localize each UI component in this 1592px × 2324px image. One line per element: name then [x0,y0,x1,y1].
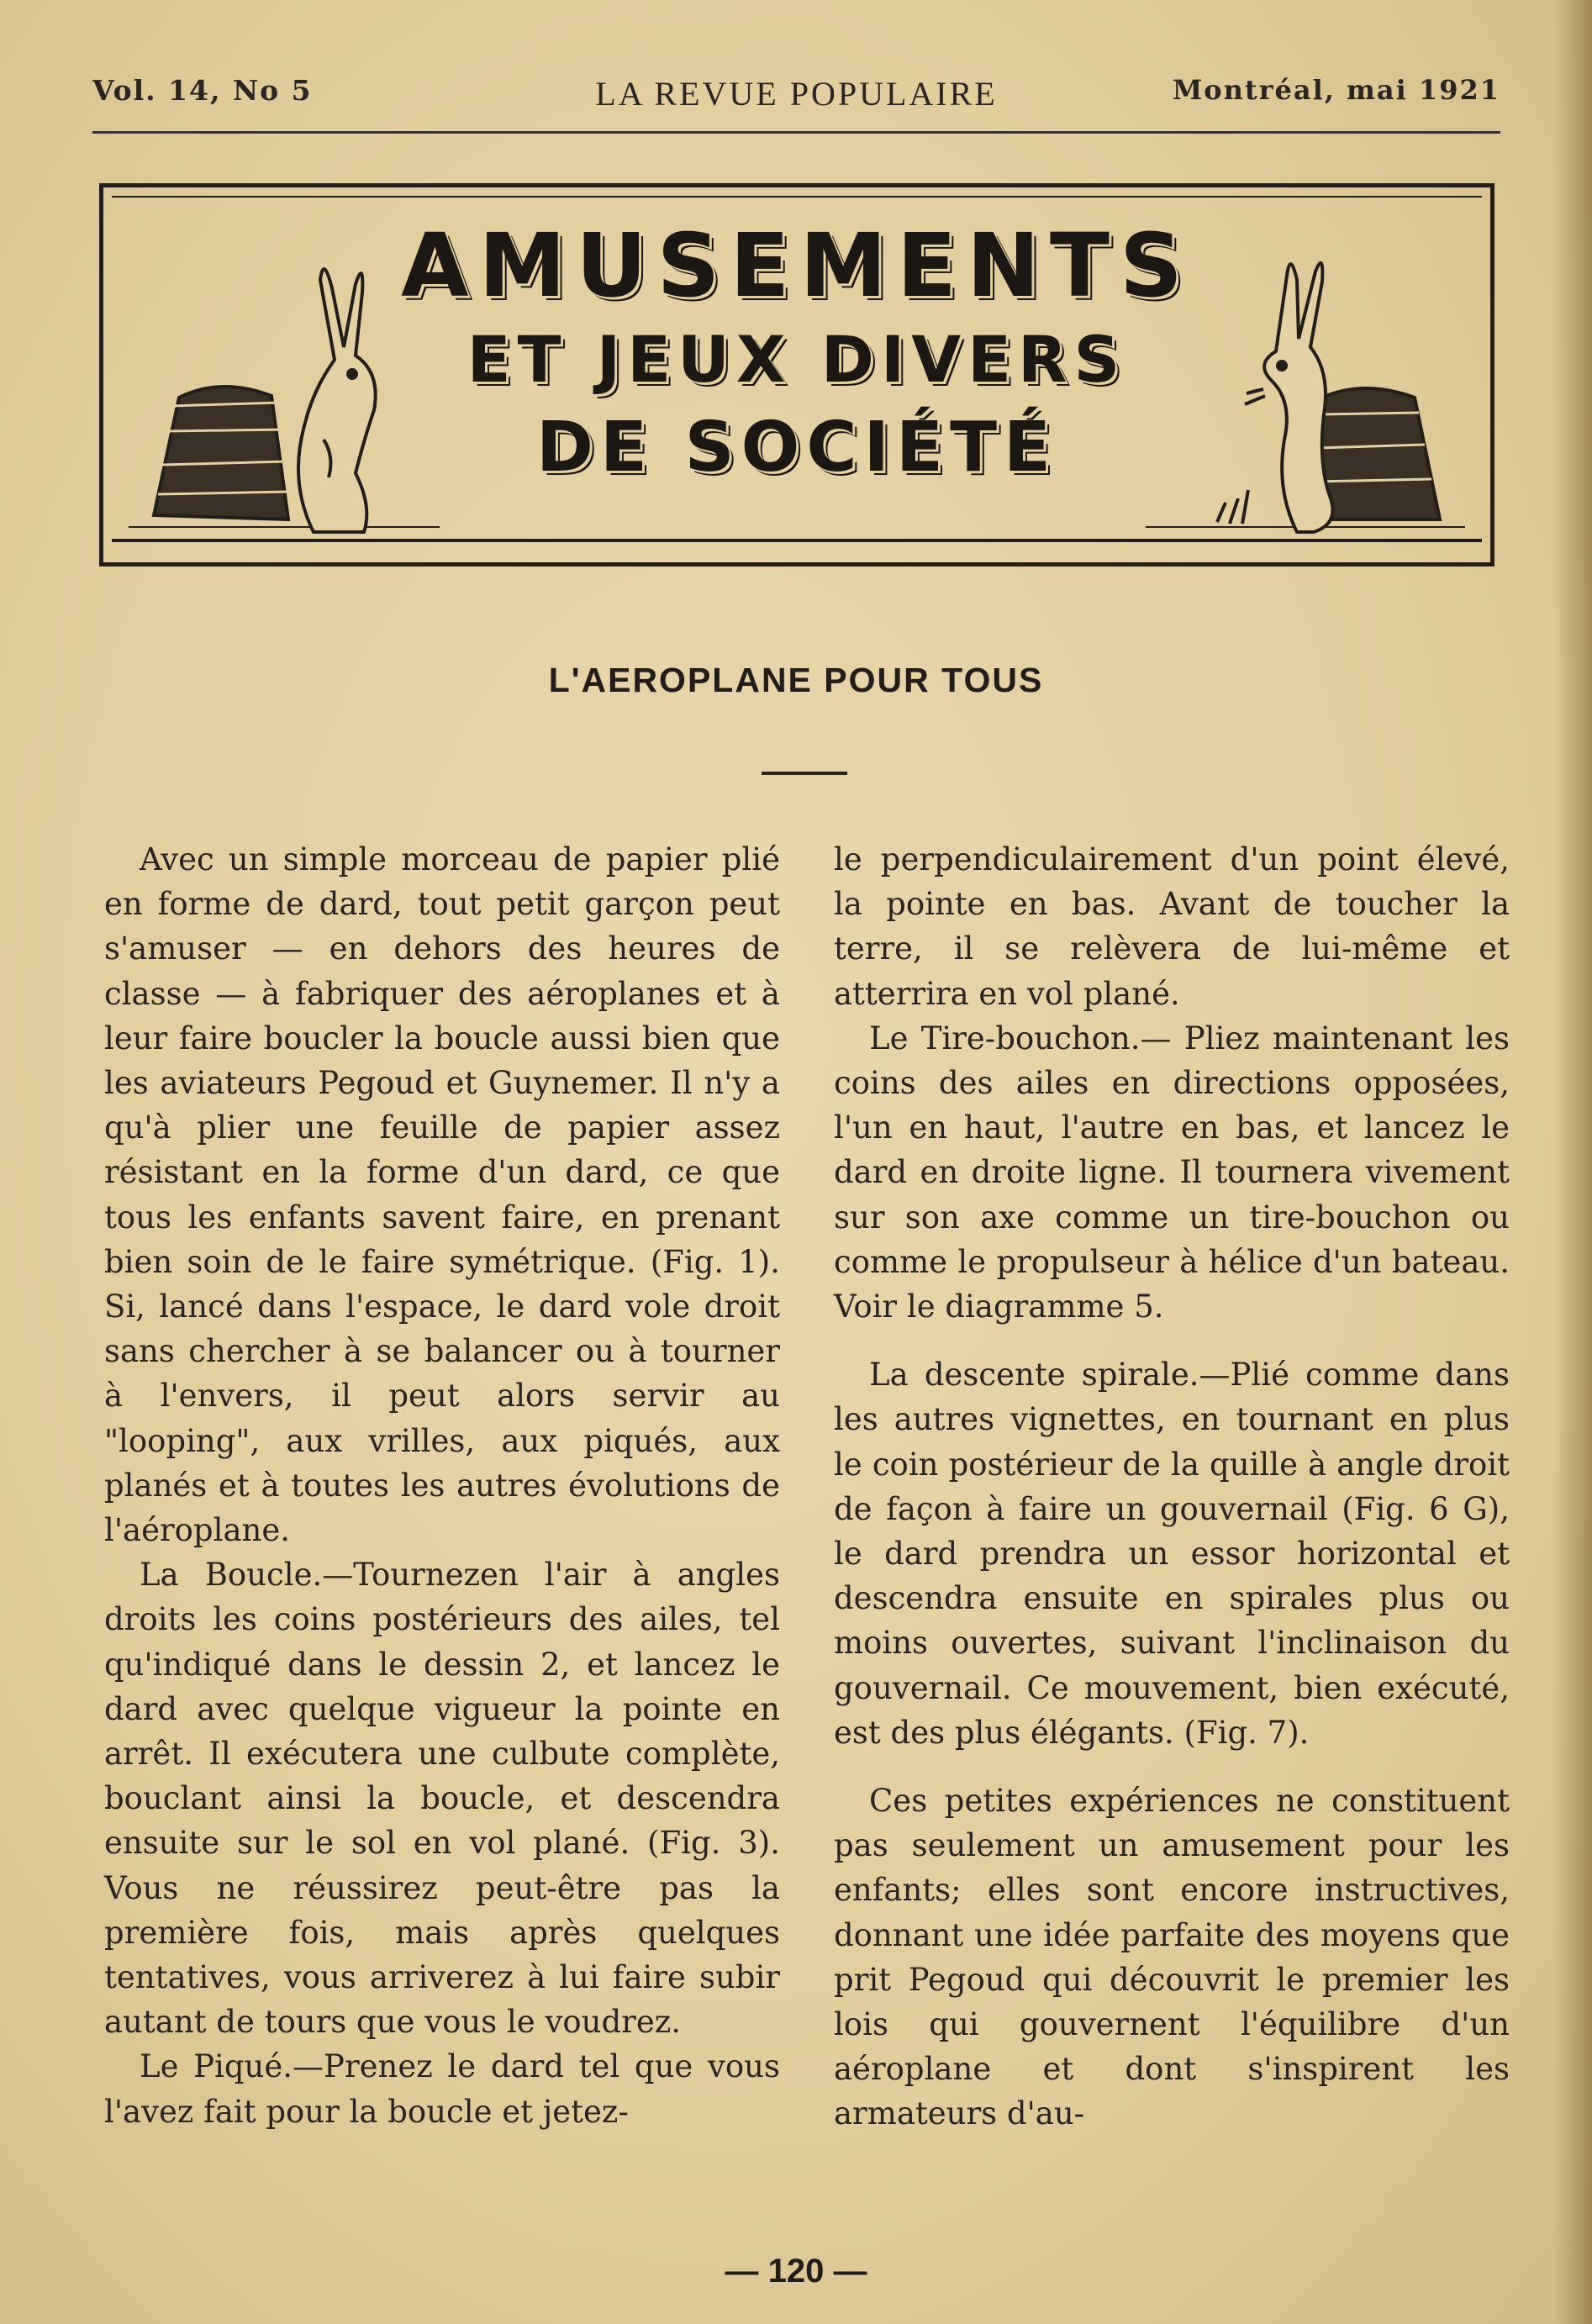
place-date: Montréal, mai 1921 [1172,74,1500,106]
banner-title-line-1: AMUSEMENTS [401,214,1193,317]
right-column [834,837,1510,2137]
paragraph: La Boucle.—Tournezen l'air à angles droits les coins postérieurs des ailes, tel qu'indiqué dans le dessin 2, et lancez le dard avec quelque vigueur la pointe en arrêt. Il exécutera une culbute complète, bouclant ainsi la boucle, et descendra ensuite sur le sol en vol plané. (Fig. 3). Vous ne réussirez peut-être pas la première fois, mais après quelques tentatives, vous arriverez à lui faire subir autant de tours que vous le voudrez. [104,1557,780,2041]
paragraph: le perpendiculairement d'un point élevé, la pointe en bas. Avant de toucher la terre, il se relèvera de lui-même et atterrira en vol plané. [834,841,1510,1012]
paragraph: Ces petites expériences ne constituent pas seulement un amusement pour les enfants; elles sont encore instructives, donnant une idée parfaite des moyens que prit Pegoud qui découvrit le premier les lois qui gouvernent l'équilibre d'un aéroplane et dont s'inspirent les armateurs d'au- [834,1783,1510,2132]
banner-title-line-2: ET JEUX DIVERS [467,322,1127,397]
article-title: L'AEROPLANE POUR TOUS [548,661,1044,699]
header-rule [92,131,1500,134]
paragraph: Avec un simple morceau de papier plié en forme de dard, tout petit garçon peut s'amuser — en dehors des heures de classe — à fabriquer des aéroplanes et à leur faire boucler la boucle aussi bien que les aviateurs Pegoud et Guynemer. Il n'y a qu'à plier une feuille de papier assez résistant en la forme d'un dard, ce que tous les enfants savent faire, en prenant bien soin de le faire symétrique. (Fig. 1). Si, lancé dans l'espace, le dard vole droit sans chercher à se balancer ou à tourner à l'envers, il peut alors servir au "looping", aux vrilles, aux piqués, aux planés et à toutes les autres évolutions de l'aéroplane. [104,841,780,1549]
paragraph: La descente spirale.—Plié comme dans les autres vignettes, en tournant en plus le coin postérieur de la quille à angle droit de façon à faire un gouvernail (Fig. 6 G), le dard prendra un essor horizontal et descendra ensuite en spirales plus ou moins ouvertes, suivant l'inclinaison du gouvernail. Ce mouvement, bien exécuté, est des plus élégants. (Fig. 7). [834,1357,1510,1751]
title-dash [762,772,847,775]
paragraph: Le Tire-bouchon.— Pliez maintenant les coins des ailes en directions opposées, l'un en haut, l'autre en bas, et lancez le dard en droite ligne. Il tournera vivement sur son axe comme un tire-bouchon ou comme le propulseur à hélice d'un bateau. Voir le diagramme 5. [834,1020,1510,1325]
left-column [104,837,780,2134]
page-number: — 120 — [725,2253,867,2290]
journal-name: LA REVUE POPULAIRE [595,75,998,113]
volume-number: Vol. 14, No 5 [92,74,313,107]
paragraph: Le Piqué.—Prenez le dard tel que vous l'avez fait pour la boucle et jetez- [104,2048,780,2130]
page-edge-shadow [1554,0,1592,2324]
running-head [92,74,1500,116]
section-banner [99,183,1494,567]
banner-title-line-3: DE SOCIÉTÉ [535,408,1058,487]
